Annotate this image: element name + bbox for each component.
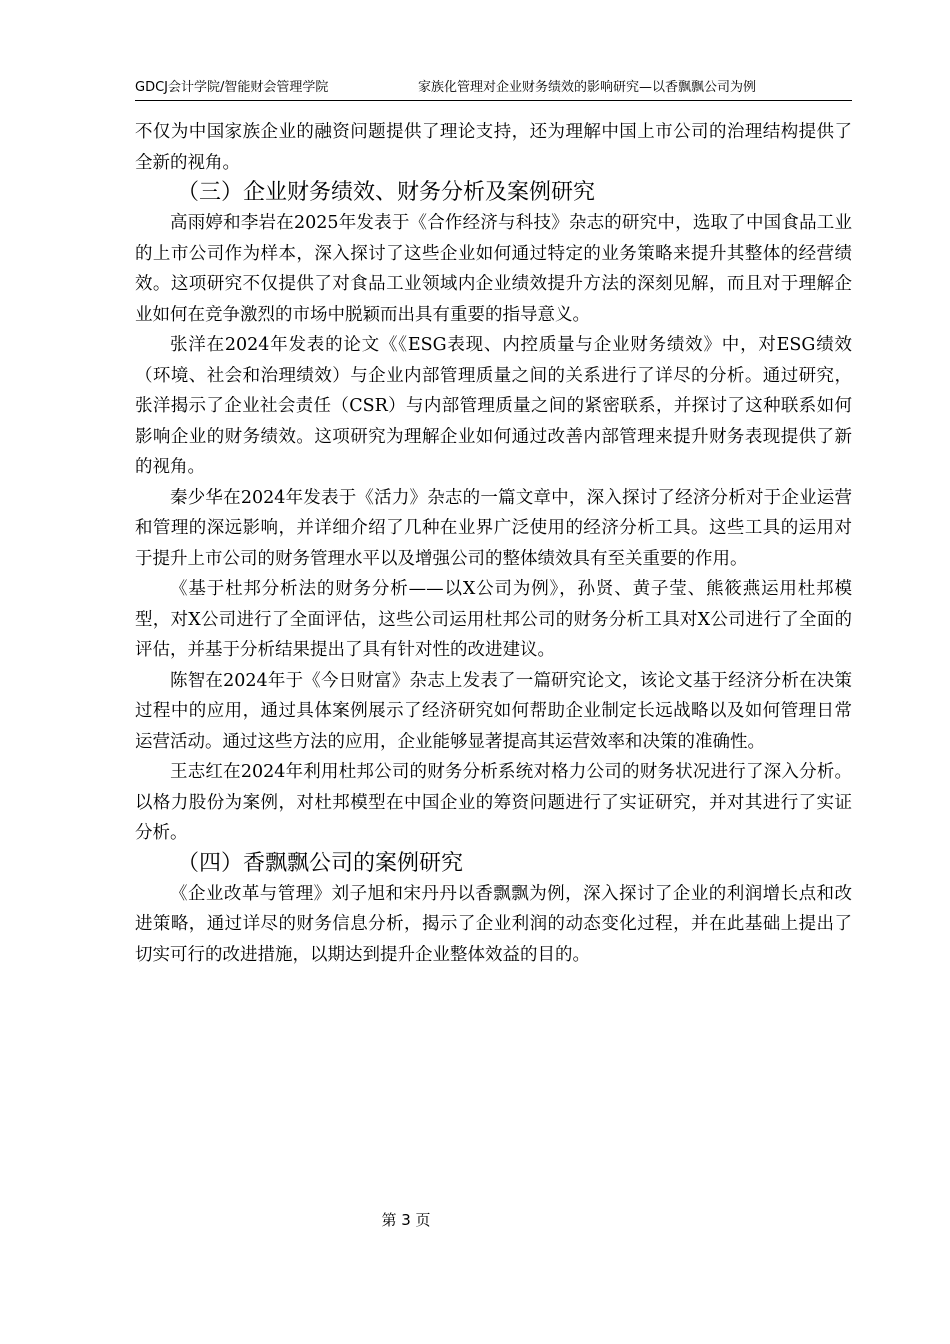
section-3-paragraph: 陈智在2024年于《今日财富》杂志上发表了一篇研究论文，该论文基于经济分析在决策过程中的应用，通过具体案例展示了经济研究如何帮助企业制定长远战略以及如何管理日常运营活动。通过这些方法的应用，企业能够显著提高其运营效率和决策的准确性。 [135, 670, 852, 752]
section-3-heading: （三）企业财务绩效、财务分析及案例研究 [177, 180, 596, 205]
section-4-paragraph: 《企业改革与管理》刘子旭和宋丹丹以香飘飘为例，深入探讨了企业的利润增长点和改进策略，通过详尽的财务信息分析，揭示了企业利润的动态变化过程，并在此基础上提出了切实可行的改进措施，以期达到提升企业整体效益的目的。 [135, 883, 852, 965]
section-3-paragraph: 《基于杜邦分析法的财务分析——以X公司为例》，孙贤、黄子莹、熊筱燕运用杜邦模型，对X公司进行了全面评估，这些公司运用杜邦公司的财务分析工具对X公司进行了全面的评估，并基于分析结果提出了具有针对性的改进建议。 [135, 579, 852, 660]
header-institution: GDCJ会计学院/智能财会管理学院 [135, 80, 329, 95]
page-number: 第 3 页 [381, 1211, 431, 1229]
section-3-paragraph: 高雨婷和李岩在2025年发表于《合作经济与科技》杂志的研究中，选取了中国食品工业的上市公司作为样本，深入探讨了这些企业如何通过特定的业务策略来提升其整体的经营绩效。这项研究不仅提供了对食品工业领域内企业绩效提升方法的深刻见解，而且对于理解企业如何在竞争激烈的市场中脱颖而出具有重要的指导意义。 [135, 213, 852, 325]
intro-paragraph: 不仅为中国家族企业的融资问题提供了理论支持，还为理解中国上市公司的治理结构提供了全新的视角。 [135, 122, 852, 173]
section-3-paragraph: 张洋在2024年发表的论文《《ESG表现、内控质量与企业财务绩效》中，对ESG绩效（环境、社会和治理绩效）与企业内部管理质量之间的关系进行了详尽的分析。通过研究，张洋揭示了企业社会责任（CSR）与内部管理质量之间的紧密联系，并探讨了这种联系如何影响企业的财务绩效。这项研究为理解企业如何通过改善内部管理来提升财务表现提供了新的视角。 [135, 335, 852, 477]
page-header [135, 78, 852, 101]
page-content [135, 117, 852, 970]
section-3-paragraph: 秦少华在2024年发表于《活力》杂志的一篇文章中，深入探讨了经济分析对于企业运营和管理的深远影响，并详细介绍了几种在业界广泛使用的经济分析工具。这些工具的运用对于提升上市公司的财务管理水平以及增强公司的整体绩效具有至关重要的作用。 [135, 487, 852, 569]
section-3-paragraph: 王志红在2024年利用杜邦公司的财务分析系统对格力公司的财务状况进行了深入分析。以格力股份为案例，对杜邦模型在中国企业的筹资问题进行了实证研究，并对其进行了实证分析。 [135, 762, 852, 843]
header-thesis-title: 家族化管理对企业财务绩效的影响研究—以香飘飘公司为例 [418, 80, 757, 95]
section-4-heading: （四）香飘飘公司的案例研究 [177, 850, 464, 876]
